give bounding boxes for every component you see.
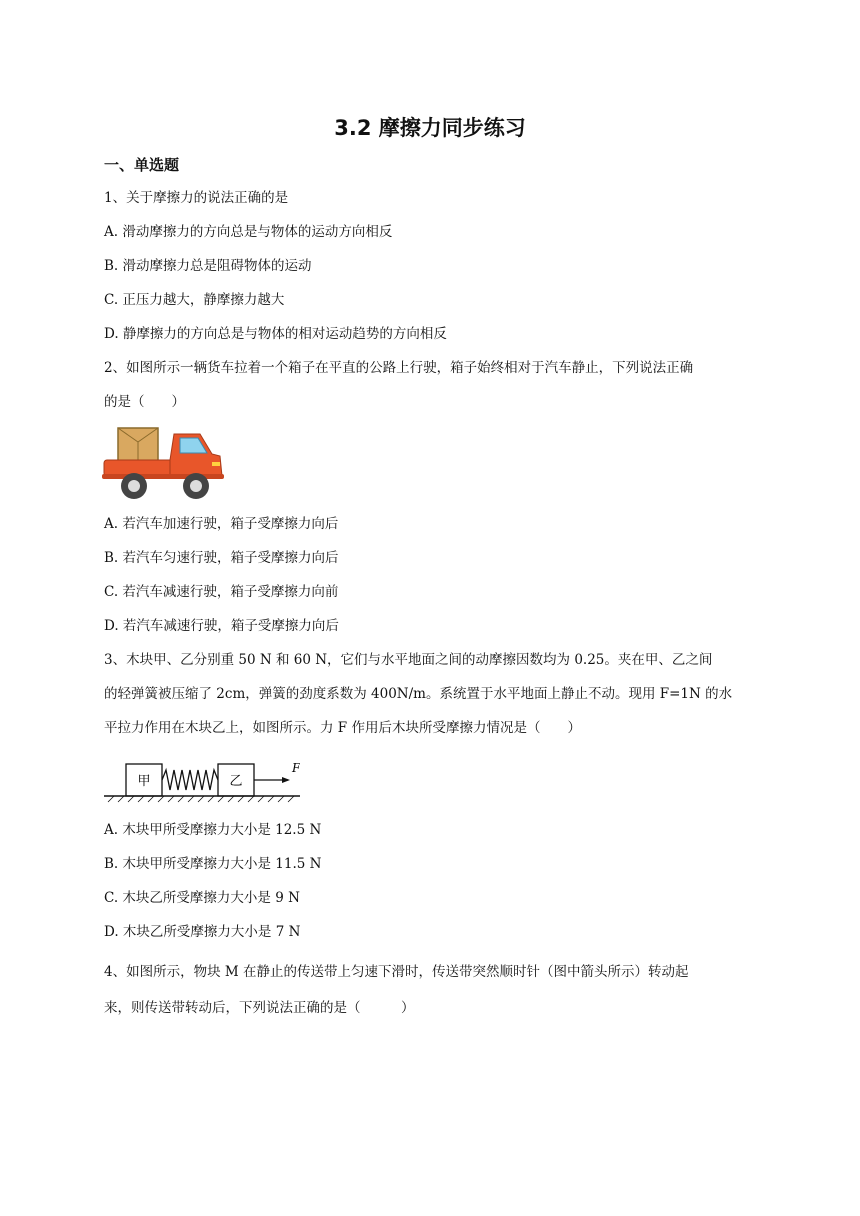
spring-blocks-figure: [104, 758, 300, 808]
q2-stem-line1: 2、如图所示一辆货车拉着一个箱子在平直的公路上行驶，箱子始终相对于汽车静止，下列说法正确: [104, 360, 694, 376]
cargo-box-icon: [118, 428, 158, 462]
section-heading: 一、单选题: [104, 156, 180, 174]
page-title: 3.2 摩擦力同步练习: [334, 116, 526, 140]
q2-option-d: D. 若汽车减速行驶，箱子受摩擦力向后: [104, 618, 339, 634]
q2-stem-line2: 的是（ ）: [104, 394, 185, 410]
q1-option-b: B. 滑动摩擦力总是阻碍物体的运动: [104, 258, 312, 274]
q1-option-c: C. 正压力越大，静摩擦力越大: [104, 292, 285, 308]
block-jia-label: 甲: [137, 774, 151, 789]
q4-stem-line2: 来，则传送带转动后，下列说法正确的是（ ）: [104, 1000, 415, 1016]
q3-option-c: C. 木块乙所受摩擦力大小是 9 N: [104, 890, 300, 906]
q3-stem-line1: 3、木块甲、乙分别重 50 N 和 60 N，它们与水平地面之间的动摩擦因数均为 0.25。夹在甲、乙之间: [104, 652, 713, 668]
q3-option-a: A. 木块甲所受摩擦力大小是 12.5 N: [104, 822, 322, 838]
block-yi-label: 乙: [229, 774, 243, 789]
q1-option-d: D. 静摩擦力的方向总是与物体的相对运动趋势的方向相反: [104, 326, 447, 342]
q3-option-d: D. 木块乙所受摩擦力大小是 7 N: [104, 924, 301, 940]
q2-option-b: B. 若汽车匀速行驶，箱子受摩擦力向后: [104, 550, 339, 566]
truck-with-box-figure: [100, 424, 226, 502]
q3-stem-line2: 的轻弹簧被压缩了 2cm，弹簧的劲度系数为 400N/m。系统置于水平地面上静止不动。现用 F=1N 的水: [104, 686, 733, 702]
spring-icon: [162, 770, 218, 790]
q4-stem-line1: 4、如图所示，物块 M 在静止的传送带上匀速下滑时，传送带突然顺时针（图中箭头所示）转动起: [104, 964, 689, 980]
force-label: F: [292, 761, 300, 775]
ground-hatch: [108, 796, 294, 802]
q1-option-a: A. 滑动摩擦力的方向总是与物体的运动方向相反: [104, 224, 393, 240]
q3-option-b: B. 木块甲所受摩擦力大小是 11.5 N: [104, 856, 322, 872]
q2-option-a: A. 若汽车加速行驶，箱子受摩擦力向后: [104, 516, 339, 532]
q2-option-c: C. 若汽车减速行驶，箱子受摩擦力向前: [104, 584, 339, 600]
q1-stem: 1、关于摩擦力的说法正确的是: [104, 190, 289, 206]
q3-stem-line3: 平拉力作用在木块乙上，如图所示。力 F 作用后木块所受摩擦力情况是（ ）: [104, 720, 581, 736]
